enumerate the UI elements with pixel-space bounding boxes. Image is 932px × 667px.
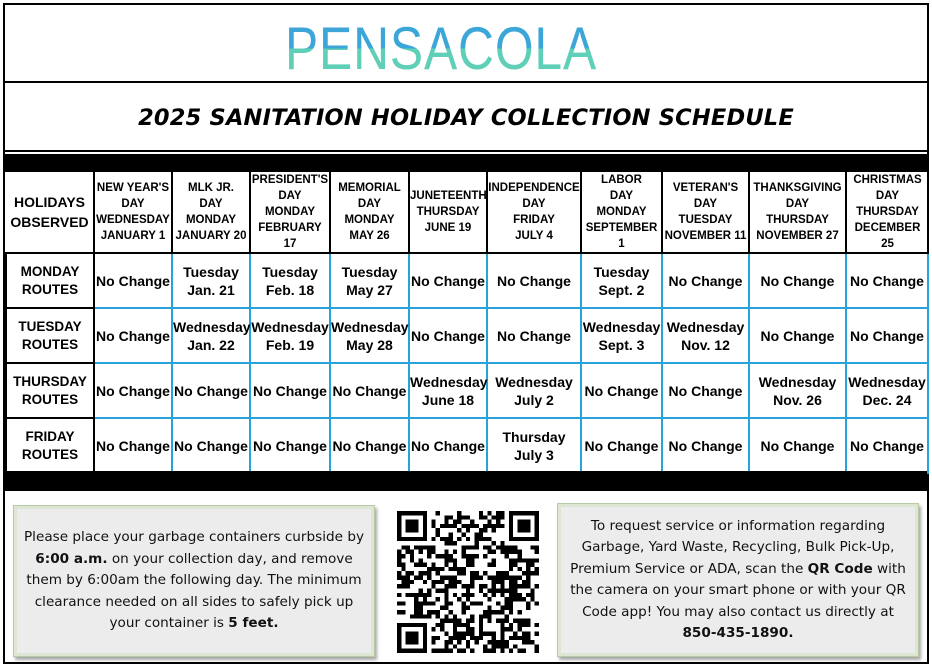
divider-bar-top (5, 154, 927, 172)
schedule-cell: Wednesday June 18 (409, 363, 487, 418)
holiday-header: THANKSGIVING DAY THURSDAY NOVEMBER 27 (749, 172, 846, 253)
schedule-cell: No Change (581, 363, 662, 418)
schedule-cell: Tuesday Feb. 18 (250, 253, 330, 308)
holiday-header: MEMORIAL DAY MONDAY MAY 26 (330, 172, 409, 253)
schedule-cell: No Change (749, 308, 846, 363)
service-request-notice (557, 503, 919, 657)
schedule-cell: Wednesday Sept. 3 (581, 308, 662, 363)
schedule-cell: No Change (846, 308, 928, 363)
schedule-cell: No Change (749, 418, 846, 473)
qr-code[interactable] (397, 509, 539, 655)
holiday-header: PRESIDENT'S DAY MONDAY FEBRUARY 17 (250, 172, 330, 253)
route-row (6, 418, 928, 473)
schedule-cell: No Change (581, 418, 662, 473)
divider-bar-bottom (5, 471, 927, 491)
schedule-cell: Wednesday Jan. 22 (172, 308, 250, 363)
schedule-cell: Wednesday Nov. 26 (749, 363, 846, 418)
schedule-cell: No Change (94, 418, 172, 473)
schedule-cell: No Change (409, 253, 487, 308)
schedule-cell: Wednesday Nov. 12 (662, 308, 749, 363)
holidays-observed-header: HOLIDAYS OBSERVED (6, 172, 94, 253)
schedule-cell: No Change (662, 253, 749, 308)
schedule-cell: Wednesday Dec. 24 (846, 363, 928, 418)
schedule-cell: No Change (409, 418, 487, 473)
schedule-cell: No Change (846, 253, 928, 308)
schedule-cell: No Change (330, 418, 409, 473)
schedule-flyer (3, 3, 929, 664)
schedule-cell: No Change (172, 418, 250, 473)
route-label: THURSDAY ROUTES (6, 363, 94, 418)
route-label: FRIDAY ROUTES (6, 418, 94, 473)
schedule-cell: No Change (749, 253, 846, 308)
route-row (6, 363, 928, 418)
info-section (5, 491, 927, 666)
holiday-header: VETERAN'S DAY TUESDAY NOVEMBER 11 (662, 172, 749, 253)
schedule-cell: No Change (172, 363, 250, 418)
holiday-header: LABOR DAY MONDAY SEPTEMBER 1 (581, 172, 662, 253)
schedule-cell: Tuesday May 27 (330, 253, 409, 308)
schedule-cell: Wednesday July 2 (487, 363, 581, 418)
holiday-schedule-table (5, 172, 929, 474)
schedule-cell: No Change (330, 363, 409, 418)
route-label: MONDAY ROUTES (6, 253, 94, 308)
schedule-cell: No Change (487, 253, 581, 308)
schedule-cell: No Change (662, 418, 749, 473)
schedule-cell: No Change (487, 308, 581, 363)
schedule-cell: No Change (662, 363, 749, 418)
route-row (6, 308, 928, 363)
logo-band (5, 5, 927, 83)
holiday-header: INDEPENDENCE DAY FRIDAY JULY 4 (487, 172, 581, 253)
schedule-cell: No Change (846, 418, 928, 473)
header-row (6, 172, 928, 253)
curbside-notice-text: Please place your garbage containers curbside by 6:00 a.m. on your collection day, and remove them by 6:00am the following day. The minimum clearance needed on all sides to safely pick up your container is 5 feet. (23, 529, 364, 632)
schedule-cell: Wednesday May 28 (330, 308, 409, 363)
page-title: 2025 SANITATION HOLIDAY COLLECTION SCHEDULE (138, 104, 794, 131)
holiday-header: NEW YEAR'S DAY WEDNESDAY JANUARY 1 (94, 172, 172, 253)
schedule-cell: No Change (94, 308, 172, 363)
pensacola-logo (5, 13, 927, 77)
schedule-cell: Tuesday Sept. 2 (581, 253, 662, 308)
holiday-header: CHRISTMAS DAY THURSDAY DECEMBER 25 (846, 172, 928, 253)
schedule-cell: No Change (250, 418, 330, 473)
holiday-header: JUNETEENTH THURSDAY JUNE 19 (409, 172, 487, 253)
schedule-cell: No Change (94, 363, 172, 418)
schedule-cell: Wednesday Feb. 19 (250, 308, 330, 363)
route-label: TUESDAY ROUTES (6, 308, 94, 363)
curbside-notice (13, 505, 375, 657)
schedule-cell: No Change (94, 253, 172, 308)
schedule-cell: No Change (409, 308, 487, 363)
schedule-cell: No Change (250, 363, 330, 418)
route-row (6, 253, 928, 308)
schedule-cell: Thursday July 3 (487, 418, 581, 473)
schedule-cell: Tuesday Jan. 21 (172, 253, 250, 308)
logo-wordmark: PENSACOLA (285, 15, 597, 77)
title-band (5, 85, 927, 152)
holiday-header: MLK JR. DAY MONDAY JANUARY 20 (172, 172, 250, 253)
service-request-text: To request service or information regarding Garbage, Yard Waste, Recycling, Bulk Pick-Up, Premium Service or ADA, scan the QR Code with the camera on your smart phone or with your QR Code app! You may also contact us directly at 850-435-1890. (570, 517, 906, 641)
